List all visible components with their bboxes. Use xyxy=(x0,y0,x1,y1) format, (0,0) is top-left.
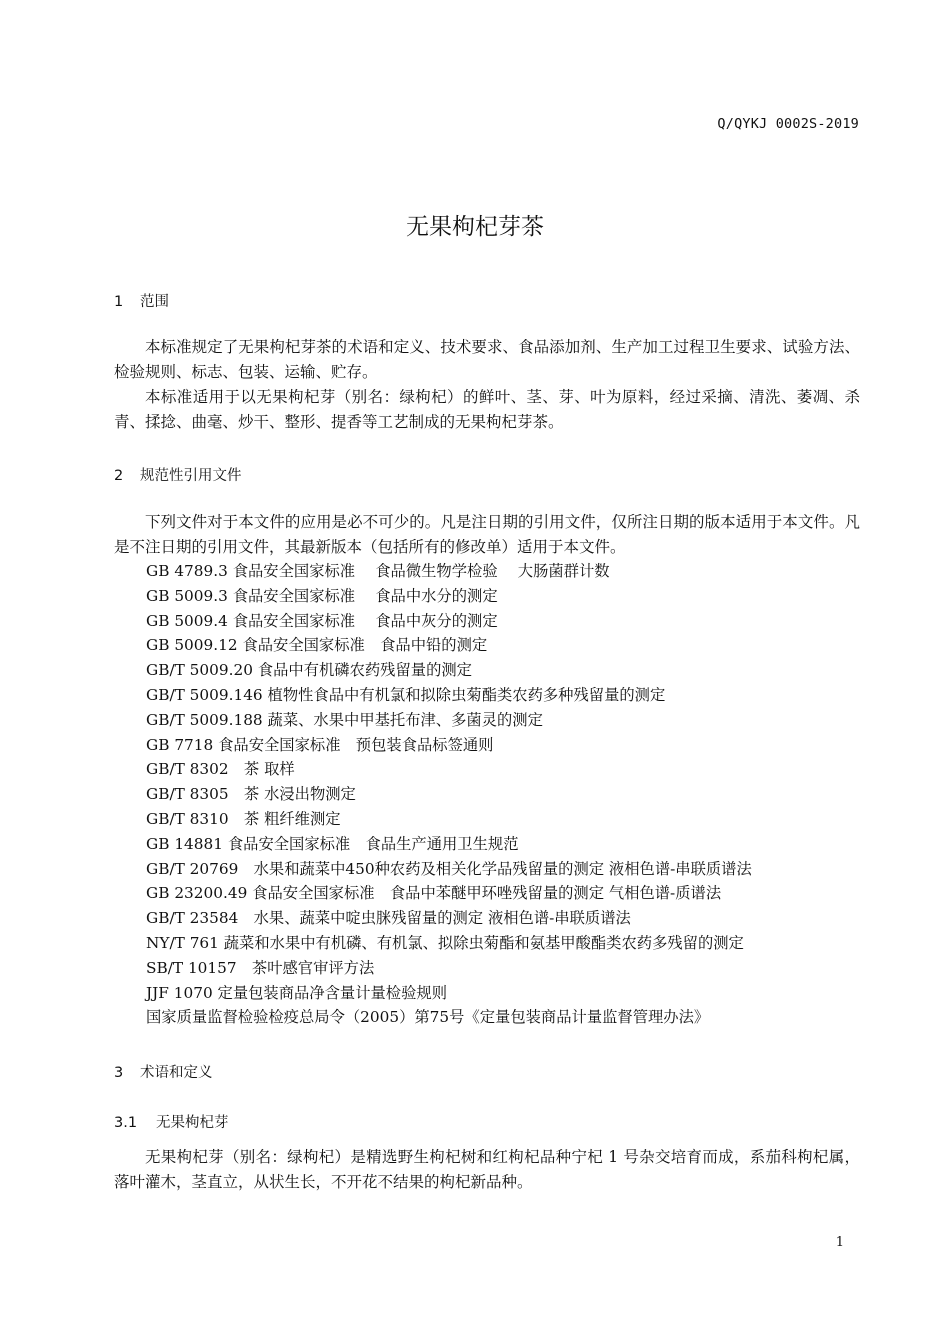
reference-item: GB 23200.49 食品安全国家标准 食品中苯醚甲环唑残留量的测定 气相色谱-质谱法 xyxy=(146,884,722,903)
definition-paragraph: 无果枸杞芽（别名：绿枸杞）是精选野生枸杞树和红枸杞品种宁杞 1 号杂交培育而成，系茄科枸杞属，落叶灌木，茎直立，从状生长，不开花不结果的枸杞新品种。 xyxy=(114,1148,860,1191)
reference-item: JJF 1070 定量包装商品净含量计量检验规则 xyxy=(146,983,447,1002)
reference-item: GB/T 20769 水果和蔬菜中450种农药及相关化学品残留量的测定 液相色谱-串联质谱法 xyxy=(146,859,752,878)
reference-item: NY/T 761 蔬菜和水果中有机磷、有机氯、拟除虫菊酯和氨基甲酸酯类农药多残留的测定 xyxy=(146,933,744,952)
reference-item: GB/T 5009.188 蔬菜、水果中甲基托布津、多菌灵的测定 xyxy=(146,710,543,729)
section-title: 规范性引用文件 xyxy=(140,468,242,484)
reference-item: GB 5009.12 食品安全国家标准 食品中铅的测定 xyxy=(146,636,488,655)
reference-item: GB 14881 食品安全国家标准 食品生产通用卫生规范 xyxy=(146,834,519,853)
section-title: 范围 xyxy=(140,294,169,310)
reference-item: GB/T 5009.146 植物性食品中有机氯和拟除虫菊酯类农药多种残留量的测定 xyxy=(146,685,666,704)
subsection-title: 无果枸杞芽 xyxy=(156,1115,229,1131)
reference-item: GB 5009.3 食品安全国家标准 食品中水分的测定 xyxy=(146,586,498,605)
scope-paragraph-1: 本标准规定了无果枸杞芽茶的术语和定义、技术要求、食品添加剂、生产加工过程卫生要求、试验方法、检验规则、标志、包装、运输、贮存。 xyxy=(114,338,860,381)
reference-item: SB/T 10157 茶叶感官审评方法 xyxy=(146,958,375,977)
standard-number: Q/QYKJ 0002S-2019 xyxy=(717,116,859,132)
reference-list xyxy=(146,559,752,1030)
section-title: 术语和定义 xyxy=(140,1065,213,1081)
document-title: 无果枸杞芽茶 xyxy=(406,214,544,240)
reference-item: GB 5009.4 食品安全国家标准 食品中灰分的测定 xyxy=(146,611,498,630)
reference-item: 国家质量监督检验检疫总局令（2005）第75号《定量包装商品计量监督管理办法》 xyxy=(146,1008,710,1027)
section-1-heading xyxy=(114,290,169,311)
reference-item: GB/T 8310 茶 粗纤维测定 xyxy=(146,809,341,828)
scope-paragraph-2: 本标准适用于以无果枸杞芽（别名：绿枸杞）的鲜叶、茎、芽、叶为原料，经过采摘、清洗、萎凋、杀青、揉捻、曲毫、炒干、整形、提香等工艺制成的无果枸杞芽茶。 xyxy=(114,388,860,431)
section-2-heading xyxy=(114,464,242,485)
references-intro: 下列文件对于本文件的应用是必不可少的。凡是注日期的引用文件，仅所注日期的版本适用于本文件。凡是不注日期的引用文件，其最新版本（包括所有的修改单）适用于本文件。 xyxy=(114,513,860,556)
section-number: 1 xyxy=(114,294,124,310)
reference-item: GB/T 8302 茶 取样 xyxy=(146,760,295,779)
section-number: 3 xyxy=(114,1065,124,1081)
section-3-heading xyxy=(114,1061,213,1082)
reference-item: GB/T 23584 水果、蔬菜中啶虫脒残留量的测定 液相色谱-串联质谱法 xyxy=(146,909,631,928)
subsection-3-1-heading xyxy=(114,1111,229,1132)
reference-item: GB/T 8305 茶 水浸出物测定 xyxy=(146,785,356,804)
reference-item: GB 7718 食品安全国家标准 预包装食品标签通则 xyxy=(146,735,494,754)
reference-item: GB/T 5009.20 食品中有机磷农药残留量的测定 xyxy=(146,661,472,680)
reference-item: GB 4789.3 食品安全国家标准 食品微生物学检验 大肠菌群计数 xyxy=(146,562,610,580)
page-number: 1 xyxy=(835,1235,844,1250)
section-number: 2 xyxy=(114,468,124,484)
subsection-number: 3.1 xyxy=(114,1115,138,1131)
